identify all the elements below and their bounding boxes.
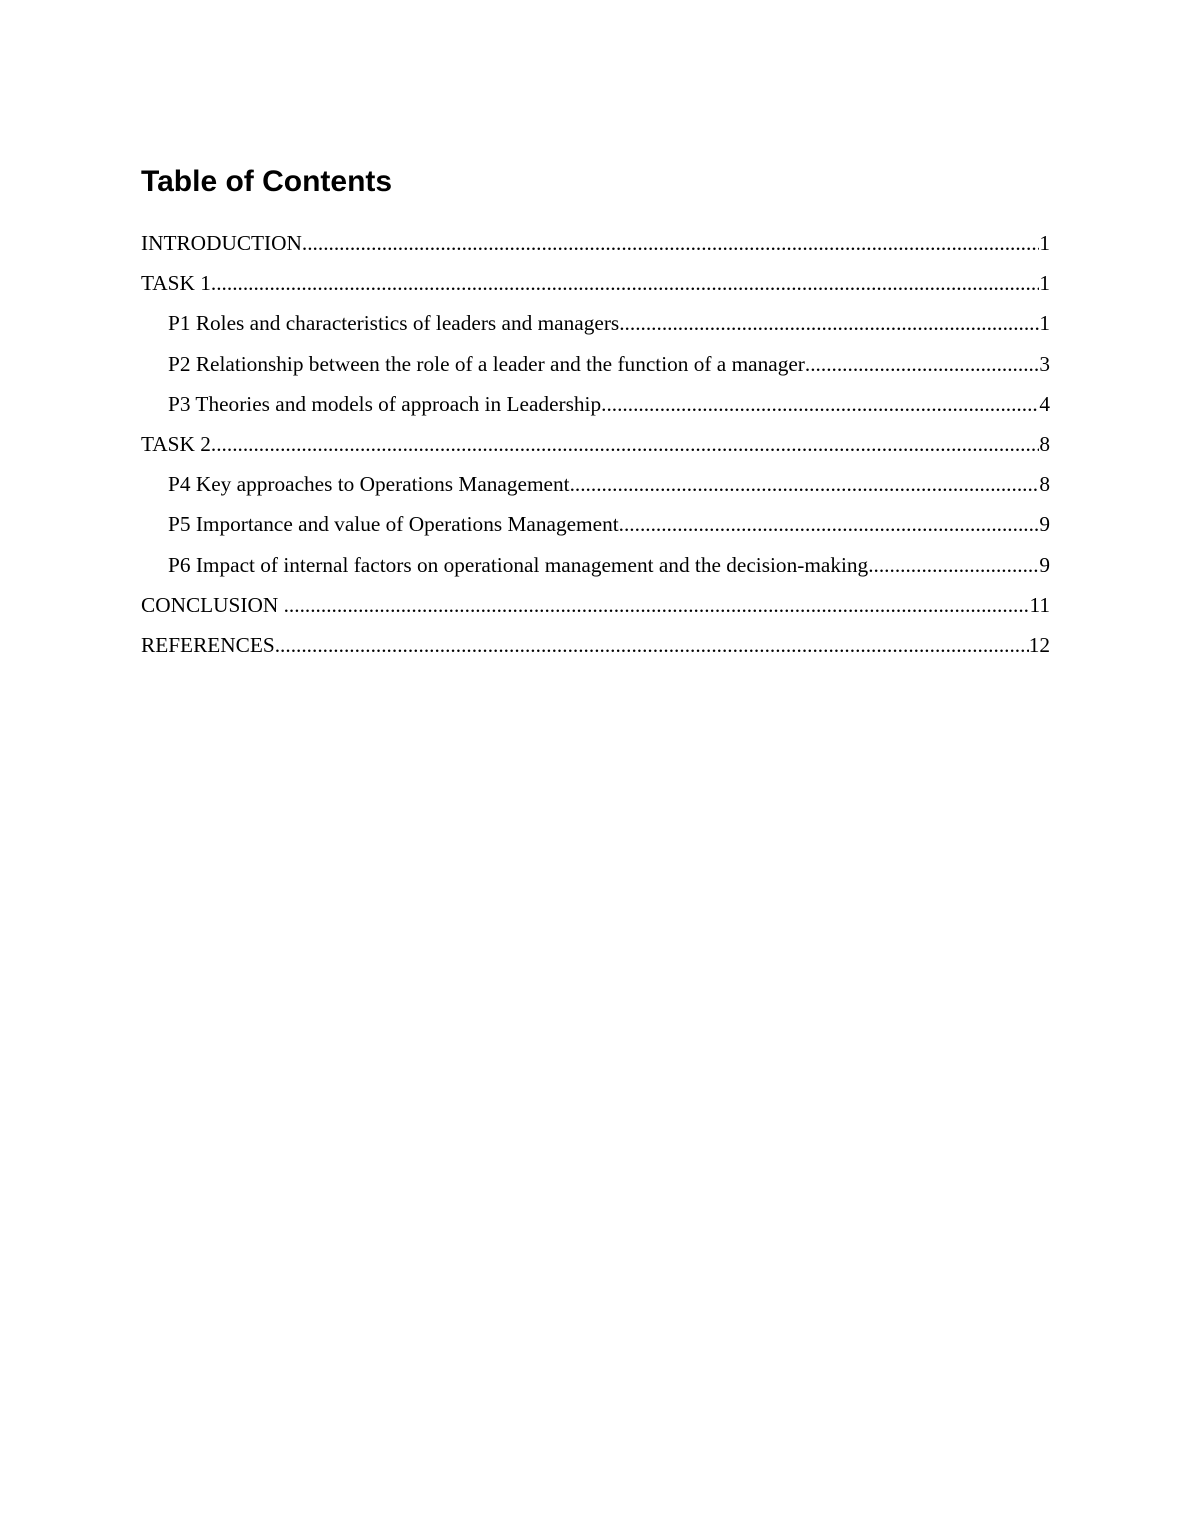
toc-dot-leader — [570, 467, 1040, 501]
toc-dot-leader — [211, 427, 1039, 461]
toc-page-number: 9 — [1039, 512, 1050, 537]
toc-page-number: 9 — [1039, 552, 1050, 577]
toc-dot-leader — [601, 387, 1039, 421]
toc-list — [141, 226, 1050, 668]
toc-dot-leader — [284, 588, 1030, 622]
toc-entry-text: REFERENCES — [141, 632, 275, 657]
toc-entry-text: P3 Theories and models of approach in Leadership — [168, 391, 602, 416]
toc-page-number: 4 — [1039, 391, 1050, 416]
toc-entry-references[interactable] — [141, 628, 1050, 668]
toc-dot-leader — [619, 507, 1040, 541]
toc-title: Table of Contents — [141, 165, 393, 198]
toc-entry-p4[interactable] — [141, 467, 1050, 507]
toc-dot-leader — [805, 347, 1039, 381]
toc-entry-p6[interactable] — [141, 548, 1050, 588]
toc-entry-text: P5 Importance and value of Operations Management — [168, 512, 619, 537]
toc-page-number: 11 — [1029, 592, 1050, 617]
toc-page-number: 1 — [1039, 311, 1050, 336]
toc-entry-text: P1 Roles and characteristics of leaders and managers — [168, 311, 620, 336]
toc-entry-text: P6 Impact of internal factors on operational management and the decision-making — [168, 552, 869, 577]
toc-dot-leader — [302, 226, 1039, 260]
toc-dot-leader — [868, 548, 1039, 582]
toc-entry-p5[interactable] — [141, 507, 1050, 547]
toc-entry-p3[interactable] — [141, 387, 1050, 427]
toc-dot-leader — [211, 266, 1039, 300]
toc-entry-p2[interactable] — [141, 347, 1050, 387]
toc-entry-conclusion[interactable] — [141, 588, 1050, 628]
toc-entry-text: TASK 1 — [141, 271, 211, 296]
toc-entry-text: P2 Relationship between the role of a leader and the function of a manager — [168, 351, 805, 376]
toc-dot-leader — [275, 628, 1029, 662]
toc-dot-leader — [619, 306, 1039, 340]
toc-entry-text: P4 Key approaches to Operations Management — [168, 472, 570, 497]
toc-entry-task-1[interactable] — [141, 266, 1050, 306]
toc-page-number: 3 — [1039, 351, 1050, 376]
toc-entry-task-2[interactable] — [141, 427, 1050, 467]
toc-page-number: 8 — [1039, 472, 1050, 497]
toc-entry-introduction[interactable] — [141, 226, 1050, 266]
toc-entry-p1[interactable] — [141, 306, 1050, 346]
toc-entry-text: TASK 2 — [141, 431, 211, 456]
toc-page-number: 12 — [1028, 632, 1050, 657]
toc-entry-text: INTRODUCTION — [141, 231, 302, 255]
toc-page-number: 1 — [1039, 231, 1050, 255]
toc-page-number: 8 — [1039, 431, 1050, 456]
toc-page-number: 1 — [1039, 271, 1050, 296]
toc-entry-text: CONCLUSION — [141, 592, 284, 617]
